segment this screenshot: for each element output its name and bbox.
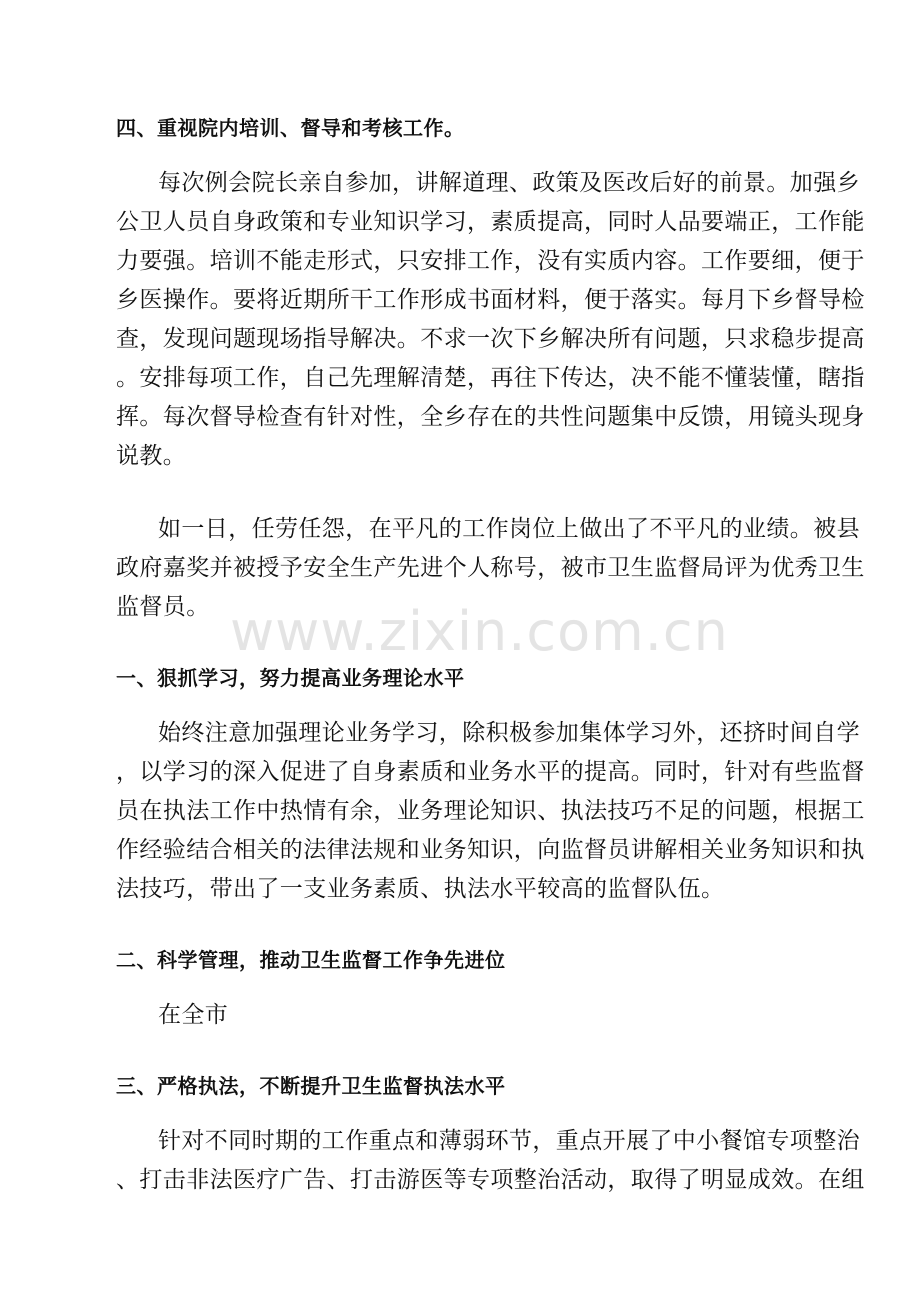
section1-line-4: 作经验结合相关的法律法规和业务知识，向监督员讲解相关业务知识和执: [116, 837, 865, 863]
section4-line-1: 每次例会院长亲自参加，讲解道理、政策及医改后好的前景。加强乡: [158, 170, 860, 196]
section4-line-6: 。安排每项工作，自己先理解清楚，再往下传达，决不能不懂装懂，瞎指: [116, 365, 865, 391]
section3-heading: 三、严格执法，不断提升卫生监督执法水平: [116, 1074, 506, 1098]
section3-line-2: 、打击非法医疗广告、打击游医等专项整治活动，取得了明显成效。在组: [116, 1167, 865, 1193]
section1-line-5: 法技巧，带出了一支业务素质、执法水平较高的监督队伍。: [116, 876, 725, 902]
intro-line-3: 监督员。: [116, 594, 210, 620]
watermark: www.zixin.com.cn: [230, 600, 729, 663]
section1-heading: 一、狠抓学习，努力提高业务理论水平: [116, 666, 465, 690]
section2-heading: 二、科学管理，推动卫生监督工作争先进位: [116, 948, 506, 972]
section3-line-1: 针对不同时期的工作重点和薄弱环节，重点开展了中小餐馆专项整治: [158, 1128, 860, 1154]
section4-line-5: 查，发现问题现场指导解决。不求一次下乡解决所有问题，只求稳步提高: [116, 326, 865, 352]
section1-line-2: ，以学习的深入促进了自身素质和业务水平的提高。同时，针对有些监督: [116, 759, 865, 785]
section1-line-3: 员在执法工作中热情有余，业务理论知识、执法技巧不足的问题，根据工: [116, 798, 865, 824]
section1-line-1: 始终注意加强理论业务学习，除积极参加集体学习外，还挤时间自学: [158, 720, 860, 746]
intro-line-2: 政府嘉奖并被授予安全生产先进个人称号，被市卫生监督局评为优秀卫生: [116, 555, 865, 581]
section4-line-8: 说教。: [116, 443, 187, 469]
section4-line-2: 公卫人员自身政策和专业知识学习，素质提高，同时人品要端正，工作能: [116, 209, 865, 235]
section4-line-4: 乡医操作。要将近期所干工作形成书面材料，便于落实。每月下乡督导检: [116, 287, 865, 313]
section4-heading: 四、重视院内培训、督导和考核工作。: [116, 116, 465, 140]
section4-line-7: 挥。每次督导检查有针对性，全乡存在的共性问题集中反馈，用镜头现身: [116, 404, 865, 430]
section4-line-3: 力要强。培训不能走形式，只安排工作，没有实质内容。工作要细，便于: [116, 248, 865, 274]
intro-line-1: 如一日，任劳任怨，在平凡的工作岗位上做出了不平凡的业绩。被县: [158, 516, 860, 542]
section2-line-1: 在全市: [158, 1002, 229, 1028]
